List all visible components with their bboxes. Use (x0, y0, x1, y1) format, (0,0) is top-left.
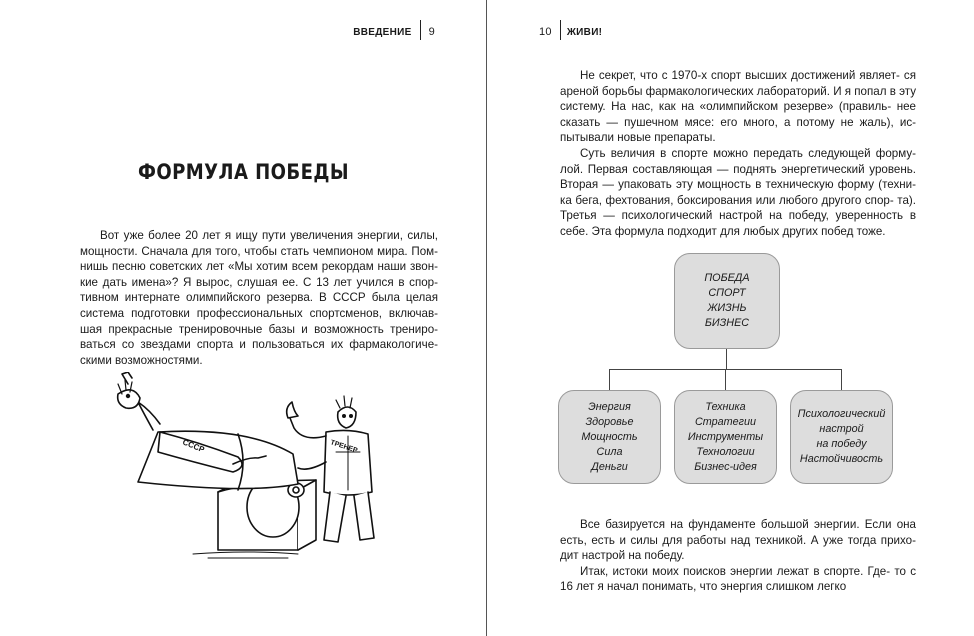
diagram-connector (609, 369, 610, 390)
diagram-line: ПОБЕДА (704, 272, 750, 284)
diagram-line: настрой (819, 423, 864, 435)
athlete-shirt-label: СССР (181, 437, 206, 455)
coach-shirt-label: ТРЕНЕР (329, 439, 359, 455)
diagram-line: Мощность (581, 430, 638, 443)
diagram-line: Энергия (588, 400, 631, 413)
diagram-connector (725, 369, 726, 390)
diagram-line: Психологический (797, 408, 886, 420)
diagram-line: БИЗНЕС (704, 317, 750, 329)
diagram-line: Инструменты (687, 430, 764, 443)
paragraph: Не секрет, что с 1970-х спорт высших достижений являет- ся ареной борьбы фармакологических лабораторий. И я попал в эту систему. На нас, как на «олимпийском резерве» (правиль- нее сказать — пушечном мясе: его много, а потому не жаль), ис- пытывали новые препараты. (560, 69, 916, 145)
diagram-line: Бизнес-идея (694, 460, 757, 473)
paragraph: Итак, истоки моих поисков энергии лежат в спорте. Где- то с 16 лет я начал понимать, что энергия слишком легко (560, 564, 916, 594)
diagram-line: Технологии (696, 445, 755, 458)
right-page-number: 10 (539, 26, 552, 38)
diagram-line: ЖИЗНЬ (707, 302, 747, 314)
diagram-line: Здоровье (585, 415, 634, 428)
diagram-node-energy (558, 390, 661, 484)
paragraph: Все базируется на фундаменте большой энергии. Если она есть, есть и силы для работы над техникой. А уже тогда прихо- дит настрой на победу. (560, 518, 916, 563)
diagram-node-technique (674, 390, 777, 484)
left-body-text (80, 228, 438, 368)
diagram-line: на победу (816, 438, 867, 450)
diagram-line: Сила (596, 445, 623, 458)
right-running-head (539, 24, 602, 40)
left-running-head (353, 24, 435, 40)
left-running-head-title: ВВЕДЕНИЕ (353, 26, 412, 38)
paragraph: Вот уже более 20 лет я ищу пути увеличения энергии, силы, мощности. Сначала для того, чтобы стать чемпионом мира. Пом- нишь песню советских лет «Мы хотим всем рекордам наши звон- кие дать имена»? Я вырос, слушая ее. С 13 лет учился в спор- тивном интернате олимпийского резерва. В СССР была целая система подготовки профессиональных спортсменов, включав- шая прекрасные тренировочные базы и возможность трениро- ваться со звездами спорта и пользоваться их фармакологиче- скими возможностями. (80, 229, 438, 367)
diagram-line: Настойчивость (799, 453, 884, 465)
right-body-text-bottom (560, 517, 916, 595)
right-running-head-title: ЖИВИ! (566, 26, 603, 38)
diagram-connector (841, 369, 842, 390)
diagram-line: Деньги (591, 460, 628, 473)
diagram-node-victory (674, 253, 780, 349)
diagram-line: Стратегии (694, 415, 756, 428)
paragraph: Суть величия в спорте можно передать следующей форму- лой. Первая составляющая — поднять энергетический уровень. Вторая — упаковать эту мощность в техническую форму (техни- ка бега, фехтования, боксирования или любого другого спор- та). Третья — психологический настрой на победу, уверенность в себе. Эта формула подходит для любых других побед тоже. (560, 146, 916, 238)
diagram-node-psychology (790, 390, 893, 484)
left-page-number: 9 (428, 26, 435, 38)
diagram-line: Техника (705, 400, 746, 413)
diagram-line: СПОРТ (708, 287, 746, 299)
cannon-cartoon-illustration (98, 372, 398, 562)
diagram-connector (726, 349, 727, 369)
chapter-title: ФОРМУЛА ПОБЕДЫ (137, 160, 350, 184)
right-body-text-top (560, 68, 916, 240)
